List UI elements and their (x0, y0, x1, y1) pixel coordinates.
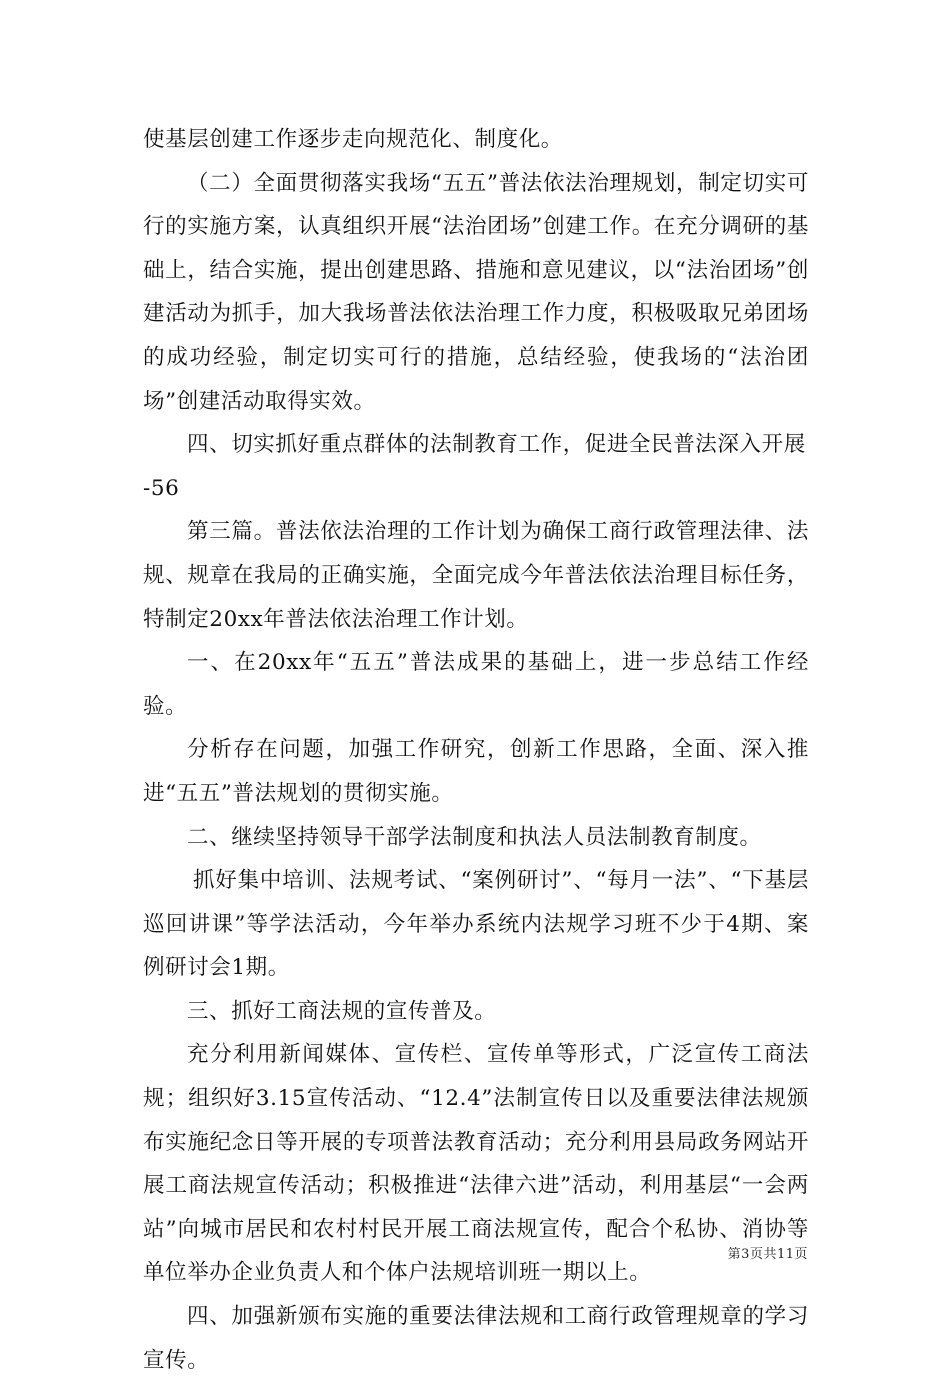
paragraph-item-2: 二、继续坚持领导干部学法制度和执法人员法制教育制度。 (187, 824, 762, 850)
inline-page-number: -56 (143, 475, 180, 501)
paragraph-heading-4: 四、切实抓好重点群体的法制教育工作，促进全民普法深入开展 (187, 432, 806, 458)
paragraph-part-3-intro: 第三篇。普法依法治理的工作计划为确保工商行政管理法律、法规、规章在我局的正确实施，全面完成今年普法依法治理目标任务，特制定20xx年普法依法治理工作计划。 (143, 519, 809, 632)
paragraph-item-3-detail: 充分利用新闻媒体、宣传栏、宣传单等形式，广泛宣传工商法规；组织好3.15宣传活动、“12.4”法制宣传日以及重要法律法规颁布实施纪念日等开展的专项普法教育活动；充分利用县局政务网站开展工商法规宣传活动；积极推进“法律六进”活动，利用基层“一会两站”向城市居民和农村村民开展工商法规宣传，配合个私协、消协等单位举办企业负责人和个体户法规培训班一期以上。 (143, 1042, 809, 1286)
paragraph-continuation: 使基层创建工作逐步走向规范化、制度化。 (143, 127, 563, 152)
document-body (143, 118, 809, 1382)
paragraph-item-1: 一、在20xx年“五五”普法成果的基础上，进一步总结工作经验。 (143, 650, 809, 719)
page-footer-number: 第3页共11页 (727, 1247, 808, 1262)
paragraph-item-3: 三、抓好工商法规的宣传普及。 (187, 998, 497, 1024)
paragraph-item-4: 四、加强新颁布实施的重要法律法规和工商行政管理规章的学习宣传。 (143, 1304, 809, 1373)
paragraph-section-2: （二）全面贯彻落实我场“五五”普法依法治理规划，制定切实可行的实施方案，认真组织开展“法治团场”创建工作。在充分调研的基础上，结合实施，提出创建思路、措施和意见建议，以“法治团场”创建活动为抓手，加大我场普法依法治理工作力度，积极吸取兄弟团场的成功经验，制定切实可行的措施，总结经验，使我场的“法治团场”创建活动取得实效。 (143, 170, 809, 414)
paragraph-item-2-detail: 抓好集中培训、法规考试、“案例研讨”、“每月一法”、“下基层巡回讲课”等学法活动，今年举办系统内法规学习班不少于4期、案例研讨会1期。 (143, 868, 809, 981)
paragraph-item-1-detail: 分析存在问题，加强工作研究，创新工作思路，全面、深入推进“五五”普法规划的贯彻实施。 (143, 737, 809, 806)
